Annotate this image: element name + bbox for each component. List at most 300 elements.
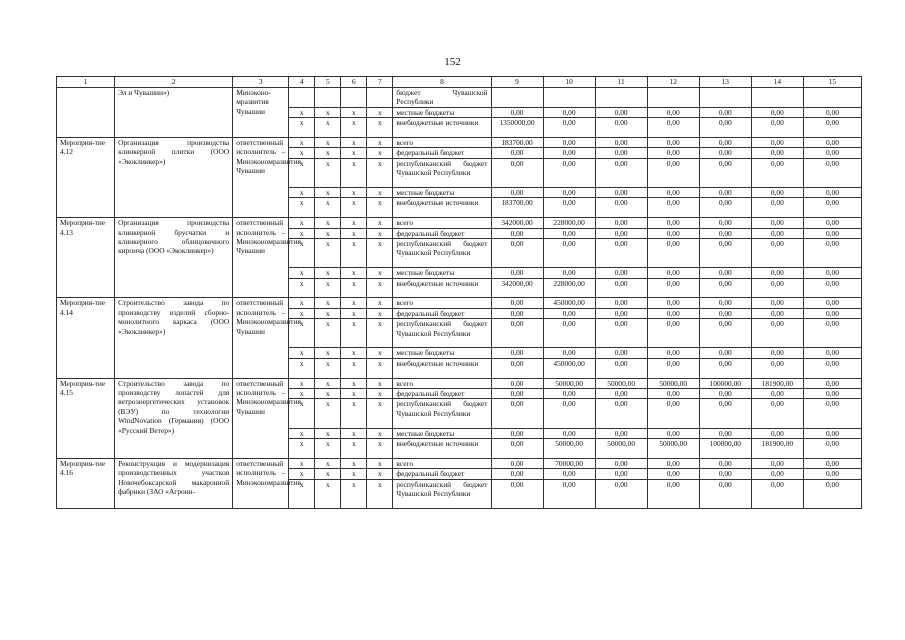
funding-source-cell: федеральный бюджет [393,389,491,399]
amount-cell: 0,00 [751,308,803,318]
amount-cell [699,88,751,108]
amount-cell: 0,00 [647,308,699,318]
amount-cell: 0,00 [491,378,543,388]
mark-cell: x [289,479,315,508]
funding-source-cell: местные бюджеты [393,268,491,278]
amount-cell: 0,00 [543,319,595,348]
mark-cell: x [315,308,341,318]
amount-cell: 0,00 [699,138,751,148]
amount-cell: 0,00 [699,239,751,268]
mark-cell: x [315,118,341,138]
amount-cell: 0,00 [491,298,543,308]
amount-cell: 0,00 [751,469,803,479]
amount-cell: 50000,00 [647,439,699,459]
amount-cell [491,88,543,108]
amount-cell: 50000,00 [543,378,595,388]
amount-cell: 0,00 [647,198,699,218]
event-name-cell: Строительство завода по производству лопастей для ветроэнергетических установок (ВЭУ) по технологии WindNovation (Германия) (ООО «Русский Ветер») [115,378,233,458]
amount-cell: 0,00 [647,428,699,438]
amount-cell: 0,00 [543,399,595,428]
amount-cell: 0,00 [543,428,595,438]
amount-cell [803,88,861,108]
mark-cell: x [289,298,315,308]
amount-cell: 0,00 [751,348,803,358]
column-header-12: 12 [647,77,699,88]
column-header-13: 13 [699,77,751,88]
amount-cell: 0,00 [595,348,647,358]
amount-cell: 0,00 [803,188,861,198]
amount-cell: 0,00 [803,439,861,459]
amount-cell: 0,00 [699,198,751,218]
amount-cell: 0,00 [647,399,699,428]
page-number: 152 [444,56,461,68]
amount-cell: 0,00 [699,118,751,138]
event-name-cell: Организация производства клинкерной плитки (ООО «Экоклинкер») [115,138,233,218]
mark-cell: x [367,319,393,348]
amount-cell: 0,00 [543,268,595,278]
mark-cell: x [341,308,367,318]
amount-cell: 0,00 [751,228,803,238]
amount-cell: 0,00 [803,479,861,508]
amount-cell: 0,00 [595,479,647,508]
mark-cell: x [315,399,341,428]
mark-cell: x [341,439,367,459]
event-name-cell: Реконструкция и модернизация производственных участков Новочебоксарской макаронной фабрики (ЗАО «Агроин- [115,458,233,508]
amount-cell: 0,00 [595,118,647,138]
amount-cell: 0,00 [803,378,861,388]
amount-cell: 0,00 [595,188,647,198]
mark-cell [315,88,341,108]
amount-cell: 0,00 [699,399,751,428]
amount-cell: 0,00 [751,158,803,187]
amount-cell: 0,00 [491,428,543,438]
executor-cell: ответственный исполнитель – Минэкономразвития Чувашии [233,218,289,298]
amount-cell: 0,00 [751,319,803,348]
event-number-cell: Мероприя-тие 4.14 [57,298,115,378]
amount-cell: 0,00 [803,458,861,468]
amount-cell: 0,00 [491,439,543,459]
amount-cell: 0,00 [751,428,803,438]
column-header-6: 6 [341,77,367,88]
executor-cell: ответственный исполнитель – Минэкономразвития Чувашии [233,138,289,218]
amount-cell: 0,00 [595,358,647,378]
amount-cell: 181900,00 [751,378,803,388]
mark-cell: x [367,308,393,318]
executor-cell: ответственный исполнитель – Минэкономразвития Чувашии [233,298,289,378]
amount-cell: 0,00 [699,458,751,468]
amount-cell: 0,00 [543,308,595,318]
amount-cell: 0,00 [647,228,699,238]
amount-cell: 100000,00 [699,439,751,459]
amount-cell: 0,00 [751,268,803,278]
amount-cell: 1350000,00 [491,118,543,138]
amount-cell: 0,00 [699,479,751,508]
amount-cell [751,88,803,108]
mark-cell: x [289,268,315,278]
amount-cell: 0,00 [647,138,699,148]
mark-cell: x [289,469,315,479]
mark-cell: x [341,479,367,508]
amount-cell: 0,00 [803,158,861,187]
column-header-2: 2 [115,77,233,88]
amount-cell: 0,00 [647,458,699,468]
amount-cell: 0,00 [803,268,861,278]
mark-cell: x [341,348,367,358]
mark-cell: x [315,218,341,228]
amount-cell: 0,00 [803,198,861,218]
amount-cell: 0,00 [595,319,647,348]
mark-cell: x [341,158,367,187]
event-name-cell: Строительство завода по производству изделий сборно-монолитного каркаса (ООО «Экоклинкер») [115,298,233,378]
mark-cell: x [289,218,315,228]
amount-cell: 342000,00 [491,278,543,298]
event-number-cell [57,88,115,138]
funding-source-cell: местные бюджеты [393,188,491,198]
mark-cell: x [367,228,393,238]
table-row [57,378,862,388]
amount-cell: 0,00 [803,428,861,438]
table-row [57,138,862,148]
funding-source-cell: всего [393,458,491,468]
amount-cell: 0,00 [595,138,647,148]
funding-source-cell: всего [393,218,491,228]
mark-cell: x [315,469,341,479]
mark-cell: x [315,239,341,268]
amount-cell: 0,00 [647,469,699,479]
event-name-cell: Эл и Чувашии») [115,88,233,138]
amount-cell: 100000,00 [699,378,751,388]
mark-cell: x [315,148,341,158]
mark-cell: x [367,399,393,428]
amount-cell [543,88,595,108]
mark-cell: x [315,479,341,508]
amount-cell: 0,00 [699,428,751,438]
mark-cell: x [289,158,315,187]
amount-cell: 0,00 [647,218,699,228]
mark-cell: x [289,278,315,298]
budget-table [56,76,862,509]
amount-cell: 0,00 [595,148,647,158]
mark-cell: x [367,298,393,308]
amount-cell: 183700,00 [491,198,543,218]
amount-cell: 0,00 [751,458,803,468]
mark-cell: x [315,348,341,358]
amount-cell: 0,00 [751,358,803,378]
amount-cell: 450000,00 [543,358,595,378]
amount-cell: 0,00 [803,308,861,318]
amount-cell: 0,00 [699,107,751,117]
amount-cell: 0,00 [595,239,647,268]
mark-cell: x [289,198,315,218]
mark-cell: x [367,218,393,228]
table-row [57,458,862,468]
mark-cell: x [289,107,315,117]
column-header-7: 7 [367,77,393,88]
mark-cell: x [341,218,367,228]
amount-cell: 0,00 [595,158,647,187]
amount-cell: 0,00 [699,348,751,358]
mark-cell: x [341,198,367,218]
mark-cell: x [341,458,367,468]
amount-cell: 50000,00 [647,378,699,388]
mark-cell: x [315,389,341,399]
mark-cell: x [367,268,393,278]
mark-cell: x [341,268,367,278]
column-header-4: 4 [289,77,315,88]
amount-cell: 0,00 [491,458,543,468]
mark-cell: x [367,138,393,148]
funding-source-cell: республиканский бюджет Чувашской Республики [393,399,491,428]
mark-cell: x [289,118,315,138]
amount-cell: 0,00 [647,239,699,268]
mark-cell: x [315,228,341,238]
amount-cell: 0,00 [803,138,861,148]
amount-cell: 0,00 [647,107,699,117]
mark-cell: x [367,389,393,399]
mark-cell: x [289,138,315,148]
amount-cell: 50000,00 [595,439,647,459]
mark-cell: x [341,358,367,378]
amount-cell: 0,00 [647,319,699,348]
mark-cell: x [367,358,393,378]
funding-source-cell: внебюджетные источники [393,198,491,218]
amount-cell: 0,00 [491,158,543,187]
amount-cell: 0,00 [803,358,861,378]
amount-cell: 0,00 [699,228,751,238]
column-header-1: 1 [57,77,115,88]
mark-cell: x [367,479,393,508]
amount-cell: 0,00 [647,148,699,158]
amount-cell: 0,00 [751,298,803,308]
amount-cell: 183700,00 [491,138,543,148]
amount-cell: 0,00 [543,118,595,138]
mark-cell: x [341,428,367,438]
executor-cell: Минэконо-мразвития Чувашии [233,88,289,138]
amount-cell: 0,00 [491,268,543,278]
mark-cell: x [289,428,315,438]
funding-source-cell: республиканский бюджет Чувашской Республики [393,158,491,187]
amount-cell: 0,00 [751,278,803,298]
amount-cell: 0,00 [543,348,595,358]
amount-cell: 0,00 [491,239,543,268]
amount-cell: 0,00 [595,389,647,399]
amount-cell: 0,00 [699,389,751,399]
amount-cell [647,88,699,108]
funding-source-cell: бюджет Чувашской Республики [393,88,491,108]
amount-cell: 0,00 [647,479,699,508]
mark-cell: x [315,319,341,348]
mark-cell: x [367,439,393,459]
amount-cell: 0,00 [491,469,543,479]
executor-cell: ответственный исполнитель – Минэкономразвития [233,458,289,508]
amount-cell: 0,00 [699,188,751,198]
amount-cell: 228000,00 [543,278,595,298]
mark-cell: x [315,378,341,388]
amount-cell: 0,00 [491,228,543,238]
amount-cell: 0,00 [543,469,595,479]
amount-cell: 0,00 [803,218,861,228]
mark-cell: x [367,278,393,298]
event-number-cell: Мероприя-тие 4.16 [57,458,115,508]
funding-source-cell: местные бюджеты [393,348,491,358]
amount-cell: 0,00 [803,348,861,358]
amount-cell: 0,00 [543,239,595,268]
amount-cell: 0,00 [543,138,595,148]
amount-cell: 0,00 [803,389,861,399]
amount-cell: 0,00 [751,239,803,268]
amount-cell: 0,00 [751,118,803,138]
amount-cell: 0,00 [595,278,647,298]
amount-cell: 0,00 [699,298,751,308]
mark-cell: x [341,319,367,348]
funding-source-cell: республиканский бюджет Чувашской Республики [393,479,491,508]
amount-cell: 0,00 [543,158,595,187]
amount-cell: 0,00 [491,148,543,158]
mark-cell: x [315,439,341,459]
amount-cell: 0,00 [491,107,543,117]
funding-source-cell: местные бюджеты [393,428,491,438]
amount-cell: 0,00 [699,268,751,278]
amount-cell: 0,00 [491,319,543,348]
amount-cell: 0,00 [595,107,647,117]
amount-cell: 0,00 [647,358,699,378]
event-number-cell: Мероприя-тие 4.12 [57,138,115,218]
amount-cell: 0,00 [595,458,647,468]
funding-source-cell: федеральный бюджет [393,148,491,158]
amount-cell: 0,00 [647,158,699,187]
mark-cell: x [289,378,315,388]
funding-source-cell: всего [393,298,491,308]
amount-cell: 0,00 [595,428,647,438]
amount-cell: 0,00 [751,107,803,117]
amount-cell: 0,00 [647,118,699,138]
amount-cell: 0,00 [595,308,647,318]
mark-cell: x [315,428,341,438]
amount-cell: 0,00 [803,107,861,117]
amount-cell: 0,00 [543,228,595,238]
amount-cell: 50000,00 [543,439,595,459]
mark-cell: x [289,239,315,268]
mark-cell: x [341,378,367,388]
mark-cell: x [315,138,341,148]
mark-cell: x [367,469,393,479]
amount-cell: 0,00 [543,148,595,158]
amount-cell: 0,00 [543,188,595,198]
mark-cell [341,88,367,108]
amount-cell: 0,00 [751,479,803,508]
funding-source-cell: федеральный бюджет [393,228,491,238]
mark-cell: x [367,107,393,117]
column-header-5: 5 [315,77,341,88]
amount-cell: 0,00 [647,348,699,358]
event-number-cell: Мероприя-тие 4.15 [57,378,115,458]
mark-cell: x [315,298,341,308]
event-number-cell: Мероприя-тие 4.13 [57,218,115,298]
amount-cell: 0,00 [803,148,861,158]
mark-cell: x [367,428,393,438]
amount-cell: 0,00 [699,358,751,378]
mark-cell: x [341,148,367,158]
amount-cell: 0,00 [647,188,699,198]
mark-cell: x [289,399,315,428]
amount-cell: 0,00 [491,479,543,508]
amount-cell [595,88,647,108]
mark-cell: x [341,188,367,198]
amount-cell: 0,00 [803,298,861,308]
mark-cell: x [367,188,393,198]
mark-cell: x [289,439,315,459]
amount-cell: 0,00 [699,148,751,158]
amount-cell: 0,00 [491,358,543,378]
column-header-3: 3 [233,77,289,88]
amount-cell: 0,00 [751,138,803,148]
amount-cell: 0,00 [595,298,647,308]
funding-source-cell: внебюджетные источники [393,439,491,459]
mark-cell: x [367,378,393,388]
mark-cell: x [341,469,367,479]
amount-cell: 0,00 [595,218,647,228]
amount-cell: 228000,00 [543,218,595,228]
amount-cell: 50000,00 [595,378,647,388]
column-header-10: 10 [543,77,595,88]
mark-cell: x [315,107,341,117]
mark-cell: x [315,358,341,378]
amount-cell: 0,00 [595,469,647,479]
mark-cell: x [289,389,315,399]
amount-cell: 0,00 [803,228,861,238]
mark-cell: x [367,458,393,468]
mark-cell: x [315,188,341,198]
amount-cell: 70000,00 [543,458,595,468]
mark-cell: x [367,158,393,187]
amount-cell: 0,00 [751,399,803,428]
amount-cell: 0,00 [699,319,751,348]
column-header-row [57,77,862,88]
amount-cell: 0,00 [803,278,861,298]
column-header-11: 11 [595,77,647,88]
amount-cell: 0,00 [491,399,543,428]
mark-cell: x [367,198,393,218]
mark-cell: x [341,389,367,399]
amount-cell: 0,00 [595,228,647,238]
funding-source-cell: внебюджетные источники [393,358,491,378]
amount-cell: 0,00 [491,389,543,399]
mark-cell: x [367,118,393,138]
amount-cell: 0,00 [803,319,861,348]
amount-cell: 0,00 [647,389,699,399]
amount-cell: 0,00 [543,198,595,218]
amount-cell: 0,00 [491,188,543,198]
funding-source-cell: всего [393,378,491,388]
amount-cell: 0,00 [751,198,803,218]
table-row [57,298,862,308]
mark-cell [289,88,315,108]
funding-source-cell: федеральный бюджет [393,308,491,318]
mark-cell: x [367,239,393,268]
mark-cell: x [367,148,393,158]
mark-cell: x [289,358,315,378]
amount-cell: 0,00 [595,198,647,218]
funding-source-cell: местные бюджеты [393,107,491,117]
amount-cell: 0,00 [751,148,803,158]
amount-cell: 0,00 [751,188,803,198]
amount-cell: 0,00 [751,218,803,228]
mark-cell: x [289,188,315,198]
mark-cell: x [341,107,367,117]
amount-cell: 0,00 [699,158,751,187]
amount-cell: 0,00 [699,308,751,318]
amount-cell: 0,00 [647,298,699,308]
